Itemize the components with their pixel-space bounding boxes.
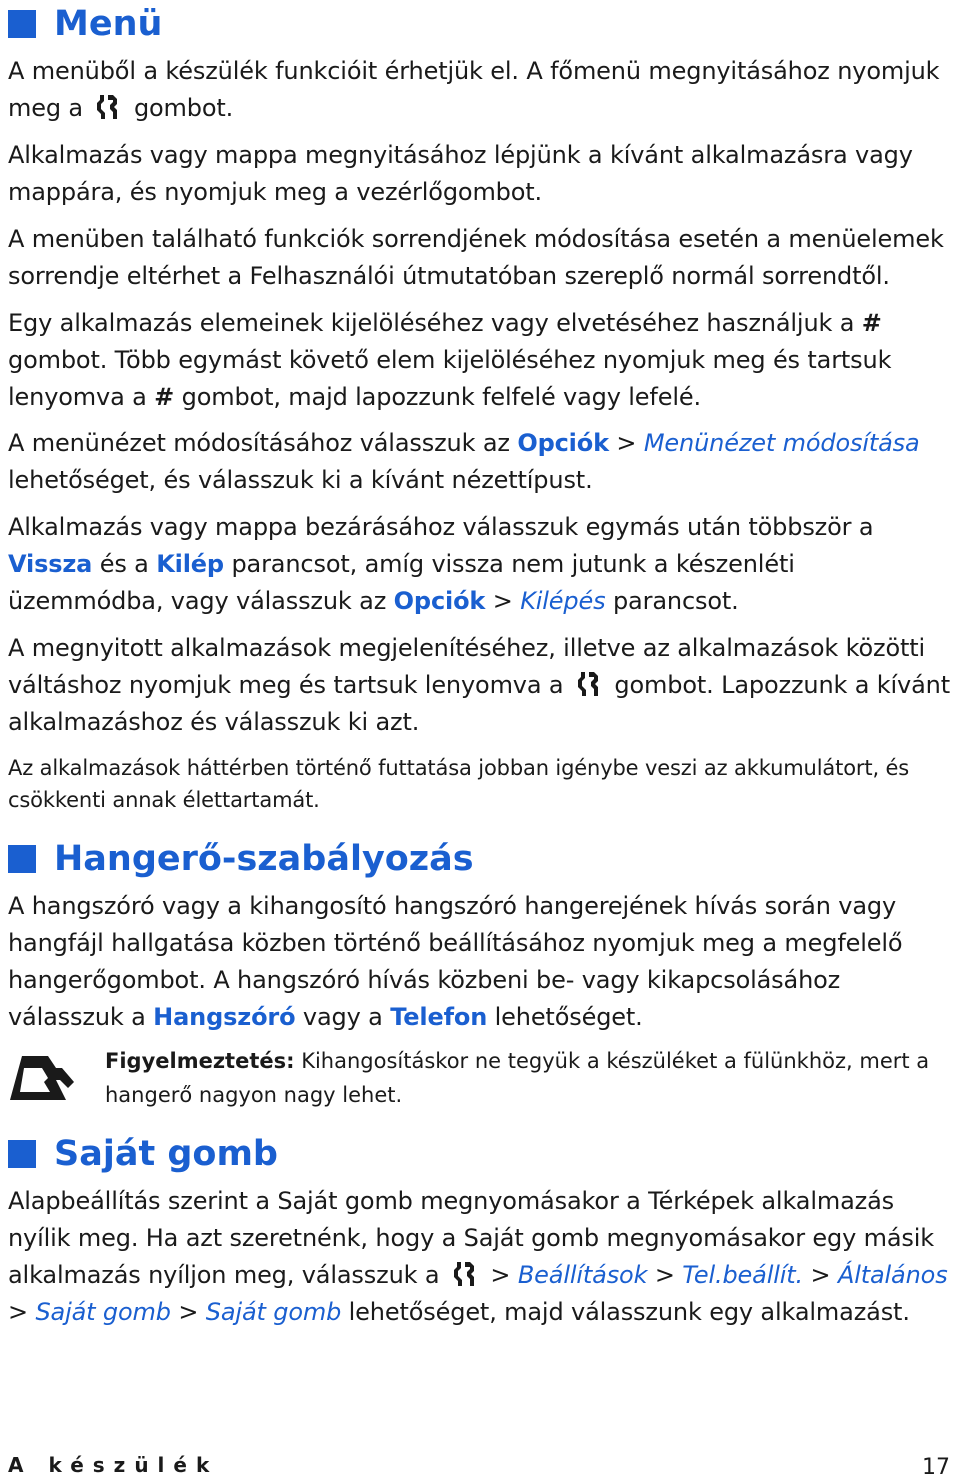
section-bullet	[8, 845, 36, 873]
menu-paragraph-3: A menüben található funkciók sorrendjének módosítása esetén a menüelemek sorrendje eltérhet a Felhasználói útmutatóban szereplő normál sorrendtől.	[8, 225, 944, 290]
menu-key-icon	[453, 1259, 477, 1289]
path-sajat-gomb-2: Saját gomb	[205, 1298, 342, 1326]
option-vissza: Vissza	[8, 550, 93, 578]
option-telefon: Telefon	[390, 1003, 488, 1031]
section-title-volume: Hangerő-szabályozás	[8, 839, 474, 879]
section-bullet	[8, 1140, 36, 1168]
section-title-menu: Menü	[8, 4, 162, 44]
menu-note: Az alkalmazások háttérben történő futtatása jobban igénybe veszi az akkumulátort, és csökkenti annak élettartamát.	[8, 756, 910, 812]
menu-key-icon	[96, 92, 120, 122]
menu-paragraph-4: Egy alkalmazás elemeinek kijelöléséhez vagy elvetéséhez használjuk a # gombot. Több egymást követő elem kijelöléséhez nyomjuk meg és tartsuk lenyomva a # gombot, majd lapozzunk felfelé vagy lefelé.	[8, 309, 892, 411]
menu-paragraph-2: Alkalmazás vagy mappa megnyitásához lépjünk a kívánt alkalmazásra vagy mappára, és nyomjuk meg a vezérlőgombot.	[8, 141, 913, 206]
option-menunezet: Menünézet módosítása	[643, 429, 920, 457]
menu-key-icon	[577, 669, 601, 699]
path-beallitasok: Beállítások	[517, 1261, 648, 1289]
section-title-my-key: Saját gomb	[8, 1134, 278, 1174]
menu-paragraph-6: Alkalmazás vagy mappa bezárásához válasszuk egymás után többször a Vissza és a Kilép parancsot, amíg vissza nem jutunk a készenléti üzemmódba, vagy válasszuk az Opciók > Kilépés parancsot.	[8, 513, 874, 615]
footer-page-number: 17	[922, 1455, 950, 1480]
menu-paragraph-1: A menüből a készülék funkcióit érhetjük el. A főmenü megnyitásához nyomjuk meg a gombot.	[8, 57, 940, 122]
warning-icon	[8, 1052, 80, 1104]
option-opciok: Opciók	[517, 429, 609, 457]
menu-paragraph-7: A megnyitott alkalmazások megjelenítéséhez, illetve az alkalmazások közötti váltáshoz nyomjuk meg és tartsuk lenyomva a gombot. Lapozzunk a kívánt alkalmazáshoz és válasszuk ki azt.	[8, 634, 950, 736]
option-kilepes: Kilépés	[520, 587, 606, 615]
option-kilep: Kilép	[156, 550, 224, 578]
path-altalanos: Általános	[837, 1261, 948, 1289]
mykey-paragraph-1: Alapbeállítás szerint a Saját gomb megnyomásakor a Térképek alkalmazás nyílik meg. Ha azt szeretnénk, hogy a Saját gomb megnyomásakor egy másik alkalmazás nyíljon meg, válasszuk a > Beállítások > Tel.beállít. > Általános > Saját gomb > Saját gomb lehetőséget, majd válasszunk egy alkalmazást.	[8, 1187, 948, 1326]
path-sajat-gomb: Saját gomb	[35, 1298, 171, 1326]
section-bullet	[8, 10, 36, 38]
volume-paragraph-1: A hangszóró vagy a kihangosító hangszóró hangerejének hívás során vagy hangfájl hallgatása közben történő beállításához nyomjuk meg a megfelelő hangerőgombot. A hangszóró hívás közbeni be- vagy kikapcsolásához válasszuk a Hangszóró vagy a Telefon lehetőséget.	[8, 892, 903, 1031]
menu-paragraph-5: A menünézet módosításához válasszuk az Opciók > Menünézet módosítása lehetőséget, és válasszuk ki a kívánt nézettípust.	[8, 429, 920, 494]
option-opciok-2: Opciók	[393, 587, 486, 615]
footer-chapter: A készülék	[8, 1453, 219, 1477]
option-hangszoro: Hangszóró	[153, 1003, 296, 1031]
path-tel-beallit: Tel.beállít.	[682, 1261, 803, 1289]
warning-text: Figyelmeztetés: Kihangosításkor ne tegyük a készüléket a fülünkhöz, mert a hangerő nagyon nagy lehet.	[105, 1049, 930, 1107]
